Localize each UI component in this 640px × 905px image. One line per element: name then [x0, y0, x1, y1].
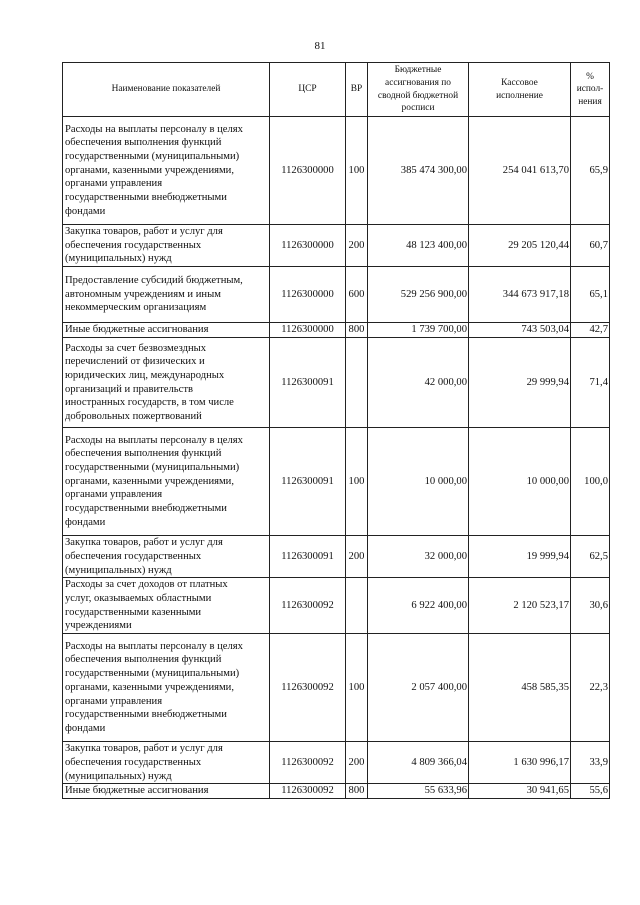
row-cash: 29 205 120,44	[469, 225, 571, 267]
row-name-line: органами, казенными учреждениями,	[65, 164, 235, 176]
row-name-line: государственными казенными	[65, 606, 202, 618]
row-name-line: Расходы за счет безвозмездных	[65, 342, 207, 354]
row-name-line: организаций и правительств	[65, 383, 193, 395]
row-budget: 48 123 400,00	[368, 225, 469, 267]
row-name	[63, 338, 270, 428]
row-name	[63, 323, 270, 338]
row-name-line: Расходы за счет доходов от платных	[65, 579, 228, 591]
header-budget	[368, 63, 469, 117]
row-csr: 1126300092	[270, 634, 346, 742]
table-row	[63, 323, 610, 338]
row-csr: 1126300000	[270, 323, 346, 338]
row-name-line: органами управления	[65, 178, 163, 190]
table-row	[63, 634, 610, 742]
header-vr: ВР	[346, 63, 368, 117]
row-name-line: (муниципальных) нужд	[65, 564, 172, 576]
header-name: Наименование показателей	[63, 63, 270, 117]
row-name-line: (муниципальных) нужд	[65, 770, 172, 782]
row-cash: 2 120 523,17	[469, 578, 571, 634]
row-name	[63, 742, 270, 784]
row-budget: 6 922 400,00	[368, 578, 469, 634]
table-row	[63, 784, 610, 799]
row-pct: 42,7	[571, 323, 610, 338]
row-pct: 65,9	[571, 117, 610, 225]
table-header-row	[63, 63, 610, 117]
row-cash: 29 999,94	[469, 338, 571, 428]
row-name-line: обеспечения государственных	[65, 550, 202, 562]
row-name-line: Закупка товаров, работ и услуг для	[65, 226, 223, 237]
row-name-line: государственными (муниципальными)	[65, 462, 240, 474]
row-csr: 1126300092	[270, 742, 346, 784]
row-cash: 344 673 917,18	[469, 267, 571, 323]
row-pct: 30,6	[571, 578, 610, 634]
row-csr: 1126300000	[270, 117, 346, 225]
row-name-line: органами, казенными учреждениями,	[65, 475, 235, 487]
row-name-line: обеспечения выполнения функций	[65, 448, 222, 460]
row-csr: 1126300091	[270, 338, 346, 428]
table-row	[63, 338, 610, 428]
header-cash	[469, 63, 571, 117]
table-body	[63, 117, 610, 799]
table-row	[63, 428, 610, 536]
row-vr	[346, 578, 368, 634]
row-name-line: юридических лиц, международных	[65, 369, 225, 381]
row-pct: 33,9	[571, 742, 610, 784]
row-budget: 55 633,96	[368, 784, 469, 799]
row-name-line: государственными внебюджетными	[65, 192, 227, 204]
row-name-line: автономным учреждениям и иным	[65, 288, 221, 300]
header-csr: ЦСР	[270, 63, 346, 117]
header-pct-line: испол-	[576, 84, 604, 95]
row-cash: 254 041 613,70	[469, 117, 571, 225]
header-cash-line: исполнение	[496, 90, 543, 101]
row-cash: 743 503,04	[469, 323, 571, 338]
row-name-line: Расходы на выплаты персоналу в целях	[65, 434, 243, 446]
row-pct: 55,6	[571, 784, 610, 799]
row-pct: 60,7	[571, 225, 610, 267]
row-name-line: некоммерческим организациям	[65, 302, 207, 314]
row-budget: 529 256 900,00	[368, 267, 469, 323]
row-name-line: Закупка товаров, работ и услуг для	[65, 743, 223, 755]
page-number: 81	[314, 40, 326, 52]
row-budget: 1 739 700,00	[368, 323, 469, 338]
row-name-line: фондами	[65, 722, 106, 734]
row-budget: 10 000,00	[368, 428, 469, 536]
row-vr: 600	[346, 267, 368, 323]
row-name-line: перечислений от физических и	[65, 356, 205, 368]
row-vr: 100	[346, 634, 368, 742]
row-name-line: добровольных пожертвований	[65, 411, 202, 423]
header-pct-line: %	[586, 71, 594, 82]
row-vr: 200	[346, 536, 368, 578]
row-pct: 65,1	[571, 267, 610, 323]
table-row	[63, 536, 610, 578]
row-name-line: учреждениями	[65, 620, 132, 632]
row-cash: 458 585,35	[469, 634, 571, 742]
table-row	[63, 117, 610, 225]
row-csr: 1126300091	[270, 536, 346, 578]
row-csr: 1126300092	[270, 784, 346, 799]
row-name-line: обеспечения выполнения функций	[65, 654, 222, 666]
row-csr: 1126300000	[270, 225, 346, 267]
row-name-line: органами управления	[65, 489, 163, 501]
row-name-line: государственными (муниципальными)	[65, 668, 240, 680]
row-name	[63, 225, 270, 267]
row-name	[63, 267, 270, 323]
row-csr: 1126300092	[270, 578, 346, 634]
row-name	[63, 117, 270, 225]
row-cash: 1 630 996,17	[469, 742, 571, 784]
header-pct-line: нения	[578, 96, 602, 107]
row-budget: 2 057 400,00	[368, 634, 469, 742]
row-name-line: обеспечения государственных	[65, 756, 202, 768]
row-cash: 10 000,00	[469, 428, 571, 536]
row-name-line: фондами	[65, 516, 106, 528]
row-name	[63, 784, 270, 799]
row-vr: 200	[346, 225, 368, 267]
row-name-line: органами, казенными учреждениями,	[65, 681, 235, 693]
row-name-line: Иные бюджетные ассигнования	[65, 324, 209, 336]
row-name-line: государственными внебюджетными	[65, 709, 227, 721]
table-row	[63, 225, 610, 267]
row-name-line: Закупка товаров, работ и услуг для	[65, 537, 223, 549]
header-budget-line: Бюджетные	[394, 65, 442, 76]
header-budget-line: росписи	[401, 103, 435, 114]
row-pct: 62,5	[571, 536, 610, 578]
row-name	[63, 578, 270, 634]
row-pct: 71,4	[571, 338, 610, 428]
row-vr: 100	[346, 428, 368, 536]
header-pct	[571, 63, 610, 117]
row-name-line: Предоставление субсидий бюджетным,	[65, 275, 243, 287]
row-vr: 800	[346, 784, 368, 799]
row-budget: 32 000,00	[368, 536, 469, 578]
row-name	[63, 428, 270, 536]
row-csr: 1126300000	[270, 267, 346, 323]
row-name	[63, 536, 270, 578]
row-pct: 22,3	[571, 634, 610, 742]
row-name-line: (муниципальных) нужд	[65, 253, 172, 265]
row-name-line: иностранных государств, в том числе	[65, 397, 234, 409]
row-vr: 100	[346, 117, 368, 225]
row-budget: 4 809 366,04	[368, 742, 469, 784]
row-name	[63, 634, 270, 742]
row-name-line: Иные бюджетные ассигнования	[65, 785, 209, 797]
row-vr	[346, 338, 368, 428]
row-name-line: услуг, оказываемых областными	[65, 593, 212, 605]
row-pct: 100,0	[571, 428, 610, 536]
row-name-line: обеспечения выполнения функций	[65, 137, 222, 149]
row-budget: 385 474 300,00	[368, 117, 469, 225]
row-name-line: Расходы на выплаты персоналу в целях	[65, 640, 243, 652]
header-budget-line: ассигнования по	[385, 77, 451, 88]
row-vr: 800	[346, 323, 368, 338]
row-name-line: Расходы на выплаты персоналу в целях	[65, 123, 243, 135]
row-name-line: обеспечения государственных	[65, 239, 202, 251]
row-budget: 42 000,00	[368, 338, 469, 428]
row-name-line: государственными внебюджетными	[65, 503, 227, 515]
header-cash-line: Кассовое	[501, 77, 538, 88]
row-name-line: государственными (муниципальными)	[65, 150, 240, 162]
row-csr: 1126300091	[270, 428, 346, 536]
row-vr: 200	[346, 742, 368, 784]
budget-execution-table	[62, 62, 610, 799]
header-budget-line: сводной бюджетной	[377, 90, 459, 101]
row-cash: 30 941,65	[469, 784, 571, 799]
row-name-line: фондами	[65, 205, 106, 217]
table-row	[63, 578, 610, 634]
row-name-line: органами управления	[65, 695, 163, 707]
table-row	[63, 742, 610, 784]
row-cash: 19 999,94	[469, 536, 571, 578]
table-row	[63, 267, 610, 323]
